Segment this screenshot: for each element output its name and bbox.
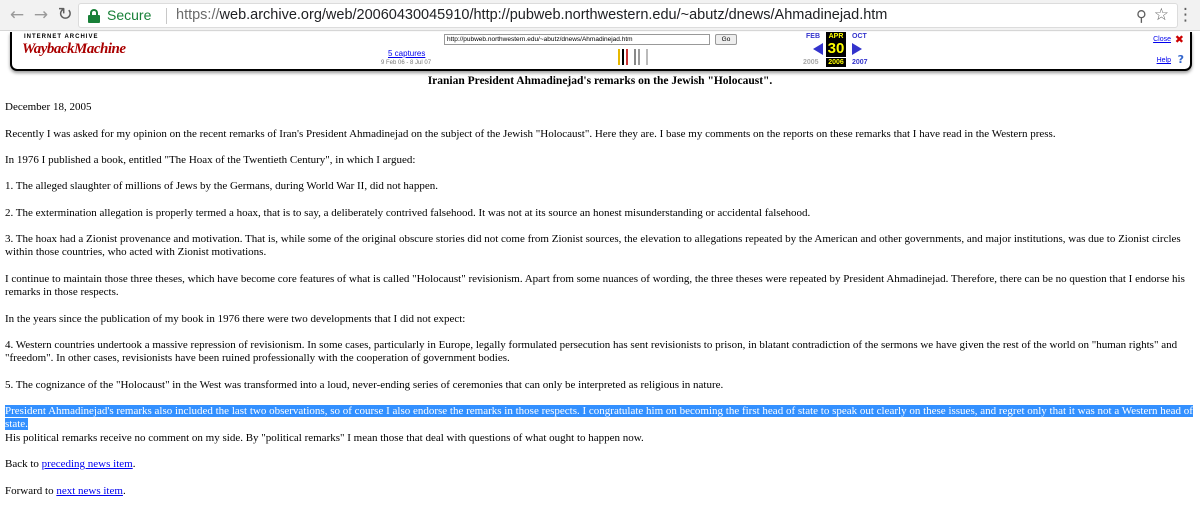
forward-prefix: Forward to (5, 485, 57, 497)
secure-label[interactable]: Secure (107, 7, 152, 23)
url-rest: web.archive.org/web/20060430045910/http://pubweb.northwestern.edu/~abutz/dnews/Ahmadinejad.htm (219, 7, 888, 23)
selected-text: President Ahmadinejad's remarks also included the last two observations, so of course I also endorse the remarks in those respects. I congratulate him on becoming the first head of state to speak out clearly on these issues, and regret only that it was not a Western head of state. (5, 405, 1193, 430)
paragraph-4: 2. The extermination allegation is properly termed a hoax, that is to say, a deliberately contrived falsehood. It was not at its source an honest misunderstanding or accidental falsehood. (5, 207, 811, 219)
paragraph-1: Recently I was asked for my opinion on the recent remarks of Iran's President Ahmadinejad on the subject of the Jewish "Holocaust". Here they are. I base my comments on the reports on these remarks that I have read in the Western press. (5, 128, 1056, 140)
url-text[interactable] (176, 7, 887, 23)
paragraph-3: 1. The alleged slaughter of millions of Jews by the Germans, during World War II, did not happen. (5, 180, 438, 192)
browser-toolbar (0, 0, 1200, 31)
paragraph-8: 4. Western countries undertook a massive repression of revisionism. In some cases, particularly in Europe, legally formulated persecution has sent revisionists to prison, in blatant contradiction of the sermons we have given the rest of the world on "human rights" and "freedom". In other cases, revisionists have been ruined professionally with the cooperation of government bodies. (5, 339, 1178, 364)
menu-icon[interactable]: ⋮ (1177, 5, 1194, 25)
url-scheme: https:// (176, 7, 220, 23)
paragraph-7: In the years since the publication of my book in 1976 there were two developments that I did not expect: (5, 313, 466, 325)
forward-icon[interactable]: → (33, 5, 49, 25)
zoom-icon[interactable]: ⚲ (1136, 7, 1147, 25)
next-year-link[interactable]: 2007 (852, 59, 868, 66)
current-day: 30 (827, 40, 845, 57)
wayback-logo-caption: INTERNET ARCHIVE (24, 34, 99, 40)
back-prefix: Back to (5, 458, 42, 470)
back-icon[interactable]: ← (9, 5, 25, 25)
back-suffix: . (132, 458, 136, 470)
go-button[interactable]: Go (715, 34, 737, 45)
help-icon[interactable]: ? (1177, 53, 1184, 66)
current-month: APR (826, 32, 846, 41)
paragraph-10-selected (5, 405, 1195, 431)
sparkline-bar (646, 49, 648, 65)
paragraph-6: I continue to maintain those three theses, which have become core features of what is called "Holocaust" revisionism. Apart from some nuances of wording, the three theses were repeated by President Ahmadinejad. Therefore, there can be no question that I endorse his remarks in those respects. (5, 273, 1185, 298)
paragraph-11: His political remarks receive no comment on my side. By "political remarks" I mean those that deal with questions of what ought to happen now. (5, 432, 644, 444)
next-month-link[interactable]: OCT (852, 33, 867, 40)
current-year: 2006 (826, 58, 846, 67)
article-date: December 18, 2005 (5, 101, 92, 113)
wayback-toolbar (10, 32, 1192, 71)
captures-link[interactable]: 5 captures (388, 49, 426, 58)
close-link[interactable]: Close (1153, 36, 1171, 43)
prev-month-link[interactable]: FEB (806, 33, 820, 40)
address-bar[interactable] (78, 3, 1178, 28)
back-line (5, 458, 1195, 471)
captures-range: 9 Feb 06 - 8 Jul 07 (381, 60, 432, 66)
sparkline-bar (626, 49, 628, 65)
paragraph-2: In 1976 I published a book, entitled "The Hoax of the Twentieth Century", in which I argued: (5, 154, 416, 166)
sparkline-bar (622, 49, 624, 65)
page-title: Iranian President Ahmadinejad's remarks on the Jewish "Holocaust". (427, 75, 773, 87)
capture-sparkline[interactable] (612, 49, 812, 65)
sparkline-bar (638, 49, 640, 65)
star-icon[interactable]: ☆ (1153, 5, 1169, 25)
wayback-logo[interactable]: WaybackMachine (22, 41, 126, 57)
close-icon[interactable]: ✖ (1174, 33, 1184, 46)
forward-suffix: . (122, 485, 126, 497)
help-link[interactable]: Help (1156, 57, 1171, 64)
paragraph-9: 5. The cognizance of the "Holocaust" in the West was transformed into a loud, never-ending series of ceremonies that can only be interpreted as religious in nature. (5, 379, 724, 391)
wayback-url-input[interactable]: http://pubweb.northwestern.edu/~abutz/dnews/Ahmadinejad.htm (444, 34, 710, 45)
forward-line (5, 485, 1195, 498)
next-news-link[interactable]: next news item (56, 485, 123, 497)
next-capture-arrow-icon[interactable] (852, 43, 862, 55)
reload-icon[interactable]: ↻ (57, 4, 73, 25)
sparkline-bar (634, 49, 636, 65)
preceding-news-link[interactable]: preceding news item (41, 458, 133, 470)
prev-year: 2005 (803, 59, 819, 66)
prev-capture-arrow-icon[interactable] (813, 43, 823, 55)
paragraph-5: 3. The hoax had a Zionist provenance and motivation. That is, while some of the original obscure stories did not come from Zionist sources, the elevation to allegations repeated by the American and other governments, and major institutions, was due to Zionist circles within those countries, who acted with Zionist motivations. (5, 233, 1181, 258)
address-separator (166, 8, 167, 24)
sparkline-bar (618, 49, 620, 65)
lock-icon[interactable] (88, 9, 100, 23)
